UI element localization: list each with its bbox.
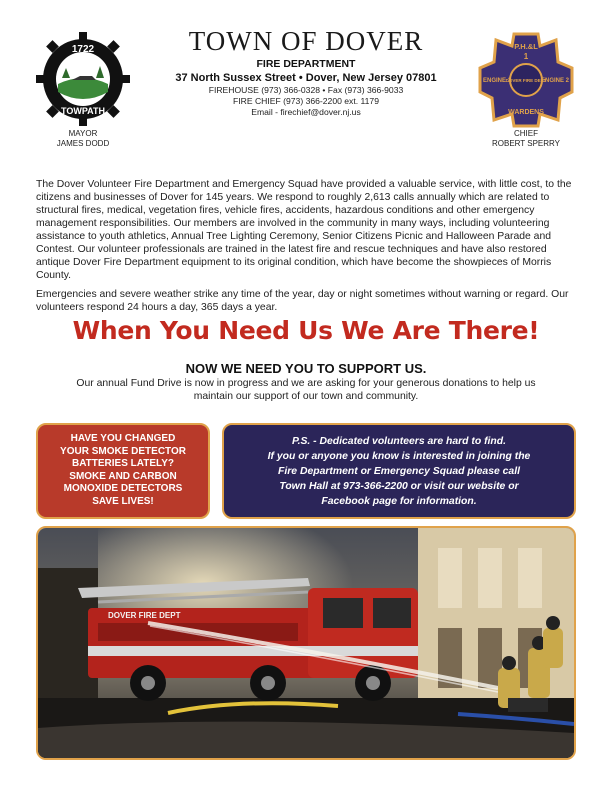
seal-year: 1722 (71, 44, 95, 55)
fire-chief-phone: FIRE CHIEF (973) 366-2200 ext. 1179 (232, 96, 379, 106)
reminder-line: MONOXIDE DETECTORS (63, 483, 183, 494)
department-name: FIRE DEPARTMENT (256, 58, 356, 70)
intro-text (36, 178, 576, 314)
reminder-line: HAVE YOU CHANGED (70, 433, 176, 444)
recruitment-line: P.S. - Dedicated volunteers are hard to find. (291, 436, 507, 447)
reminder-line: BATTERIES LATELY? (71, 458, 175, 469)
recruitment-line: If you or anyone you know is interested in joining the (267, 451, 531, 462)
reminder-line: YOUR SMOKE DETECTOR (60, 445, 186, 457)
chief-caption (462, 129, 590, 149)
fire-scene-photo (36, 526, 576, 760)
patch-top-text: P.H.&L (514, 42, 538, 51)
seal-name: TOWPATH (61, 106, 105, 116)
chief-title: CHIEF (514, 129, 538, 138)
mayor-title: MAYOR (68, 129, 98, 138)
town-seal-logo (36, 32, 130, 126)
truck-text: DOVER FIRE DEPT (108, 611, 181, 620)
recruitment-line: Fire Department or Emergency Squad please call (278, 466, 520, 477)
email-contact: Email - firechief@dover.nj.us (251, 107, 361, 117)
intro-paragraph-2: Emergencies and severe weather strike any time of the year, day or night sometimes without warning or regard. Our volunteers respond 24 hours a day, 365 days a year. (36, 289, 569, 313)
chief-name: ROBERT SPERRY (491, 139, 561, 148)
reminder-line: SMOKE AND CARBON (69, 470, 177, 482)
patch-bottom-text: WARDENS (508, 109, 544, 116)
intro-paragraph-1: The Dover Volunteer Fire Department and Emergency Squad have provided a valuable service, with little cost, to the citizens and businesses of Dover for 145 years. We respond to roughly 2,613 calls annually which are related to structural fires, medical, vegetation fires, vehicle fires, accidents, hazardous conditions and other emergency management responsibilities. Our members are involved in the community in many ways, including volunteering assistance to youth athletics, Annual Tree Lighting Ceremony, Senior Citizens Picnic and Halloween Parade and Contest. Our volunteer professionals are trained in the latest fire and rescue techniques and have also restored antique Dover Fire Department equipment to its original condition, which have become the showpieces of Morris County. (36, 179, 572, 281)
fire-department-patch-logo (478, 32, 574, 128)
department-address: 37 North Sussex Street • Dover, New Jersey 07801 (175, 72, 437, 84)
support-heading: NOW WE NEED YOU TO SUPPORT US. (185, 361, 427, 376)
support-text: Our annual Fund Drive is now in progress and we are asking for your generous donations to help us maintain our support of our town and community. (76, 378, 536, 402)
patch-left-text: ENGINE 1 (482, 78, 512, 84)
letterhead (150, 26, 462, 118)
patch-number: 1 (523, 52, 529, 61)
volunteer-recruitment-box (222, 423, 576, 519)
recruitment-line: Facebook page for information. (321, 496, 477, 507)
mayor-caption (20, 129, 146, 149)
patch-center-text: DOVER FIRE DEPT (505, 78, 547, 83)
reminder-line: SAVE LIVES! (92, 495, 154, 507)
patch-right-text: ENGINE 2 (540, 78, 570, 84)
slogan-heading: When You Need Us We Are There! (72, 316, 540, 345)
town-title: TOWN OF DOVER (188, 26, 424, 56)
firehouse-phone: FIREHOUSE (973) 366-0328 • Fax (973) 366-9033 (208, 85, 404, 95)
smoke-detector-reminder-box (36, 423, 210, 519)
mayor-name: JAMES DODD (56, 139, 110, 148)
recruitment-line: Town Hall at 973-366-2200 or visit our website or (279, 481, 519, 492)
